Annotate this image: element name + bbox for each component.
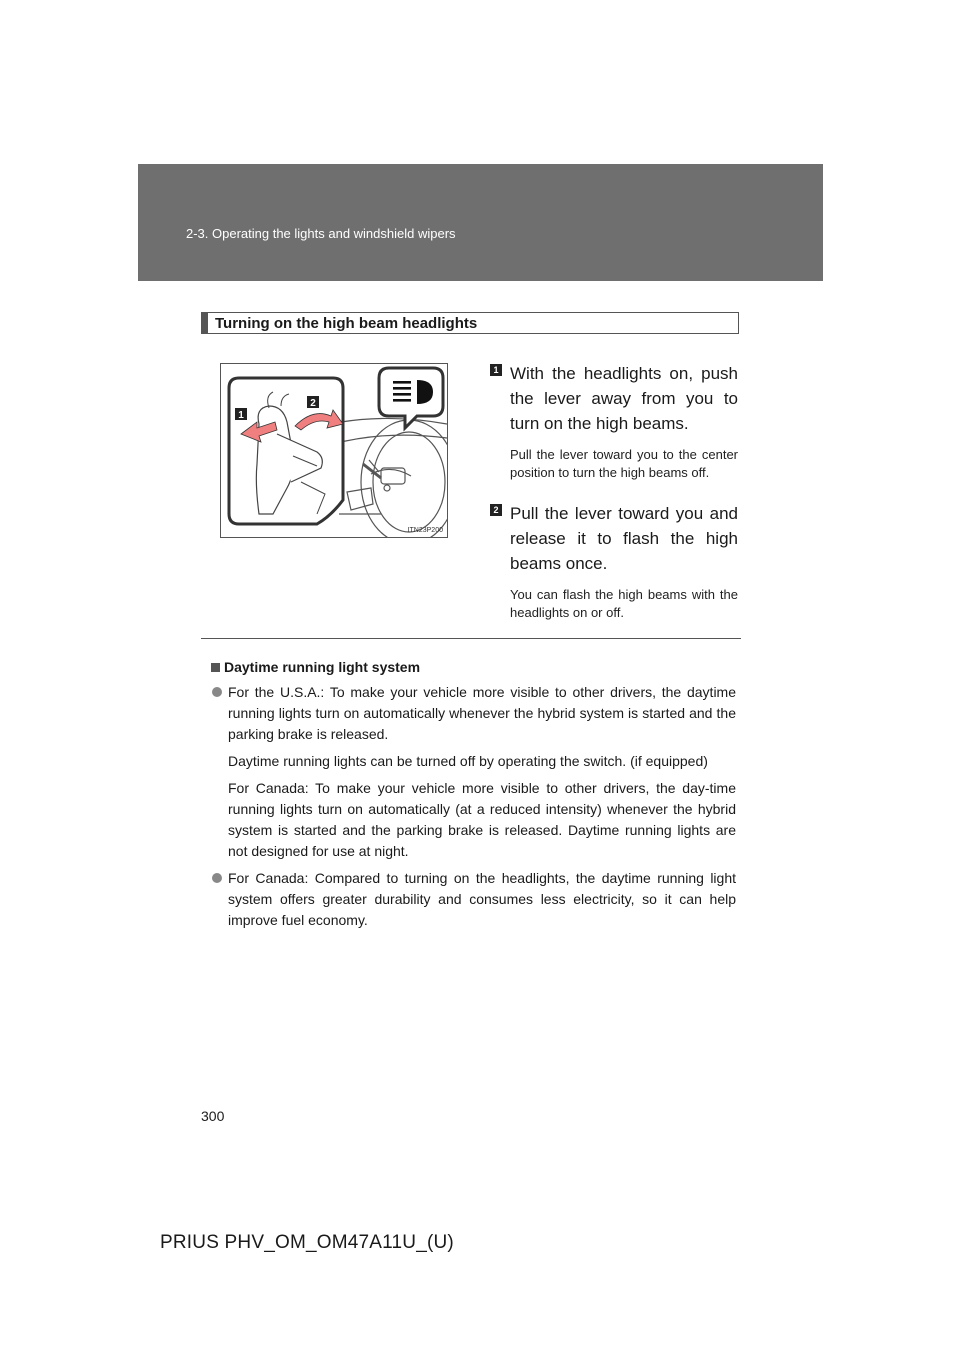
document-id: PRIUS PHV_OM_OM47A11U_(U) bbox=[160, 1232, 454, 1253]
lever-illustration bbox=[220, 363, 448, 538]
note-paragraph-2: For Canada: To make your vehicle more visible to other drivers, the day-time running lights turn on automatically (at a reduced intensity) whenever the hybrid system is started and the parking brake is released. Daytime running lights are not designed for use at night. bbox=[228, 780, 736, 859]
bullet-dot-icon bbox=[212, 873, 222, 883]
square-bullet-icon bbox=[211, 663, 220, 672]
section-title: Turning on the high beam headlights bbox=[215, 315, 478, 332]
lever-illustration-svg bbox=[221, 364, 447, 537]
page-number: 300 bbox=[201, 1108, 225, 1124]
step-2-note: You can flash the high beams with the headlights on or off. bbox=[510, 587, 738, 620]
notes-heading bbox=[211, 657, 736, 678]
note-paragraph-1: Daytime running lights can be turned off by operating the switch. (if equipped) bbox=[228, 753, 708, 769]
step-2-instruction: Pull the lever toward you and release it to flash the high beams once. bbox=[510, 504, 738, 573]
step-1 bbox=[490, 361, 738, 482]
bullet-dot-icon bbox=[212, 687, 222, 697]
hand-inset bbox=[229, 378, 343, 524]
step-1-note: Pull the lever toward you to the center position to turn the high beams off. bbox=[510, 447, 738, 480]
callout-2-label: 2 bbox=[310, 398, 316, 409]
section-accent bbox=[202, 313, 208, 333]
note-bullet-1 bbox=[211, 682, 736, 745]
step-2 bbox=[490, 501, 738, 622]
notes-section bbox=[211, 657, 736, 937]
section-divider bbox=[201, 638, 741, 639]
figure-code: ITN23P200 bbox=[407, 527, 443, 534]
callout-1-label: 1 bbox=[238, 410, 244, 421]
chapter-header: 2-3. Operating the lights and windshield wipers bbox=[186, 226, 456, 241]
header-band bbox=[138, 164, 823, 281]
steering-wheel-drawing bbox=[333, 418, 447, 537]
step-1-number: 1 bbox=[490, 364, 502, 376]
section-title-bar bbox=[201, 312, 739, 334]
note-bullet-1-text: For the U.S.A.: To make your vehicle more visible to other drivers, the daytime running lights turn on automatically whenever the hybrid system is started and the parking brake is released. bbox=[228, 684, 736, 742]
note-bullet-2-text: For Canada: Compared to turning on the headlights, the daytime running light system offers greater durability and consumes less electricity, so it can help improve fuel economy. bbox=[228, 870, 736, 928]
step-1-instruction: With the headlights on, push the lever away from you to turn on the high beams. bbox=[510, 364, 738, 433]
notes-heading-text: Daytime running light system bbox=[224, 659, 421, 675]
step-2-number: 2 bbox=[490, 504, 502, 516]
note-bullet-2 bbox=[211, 868, 736, 931]
